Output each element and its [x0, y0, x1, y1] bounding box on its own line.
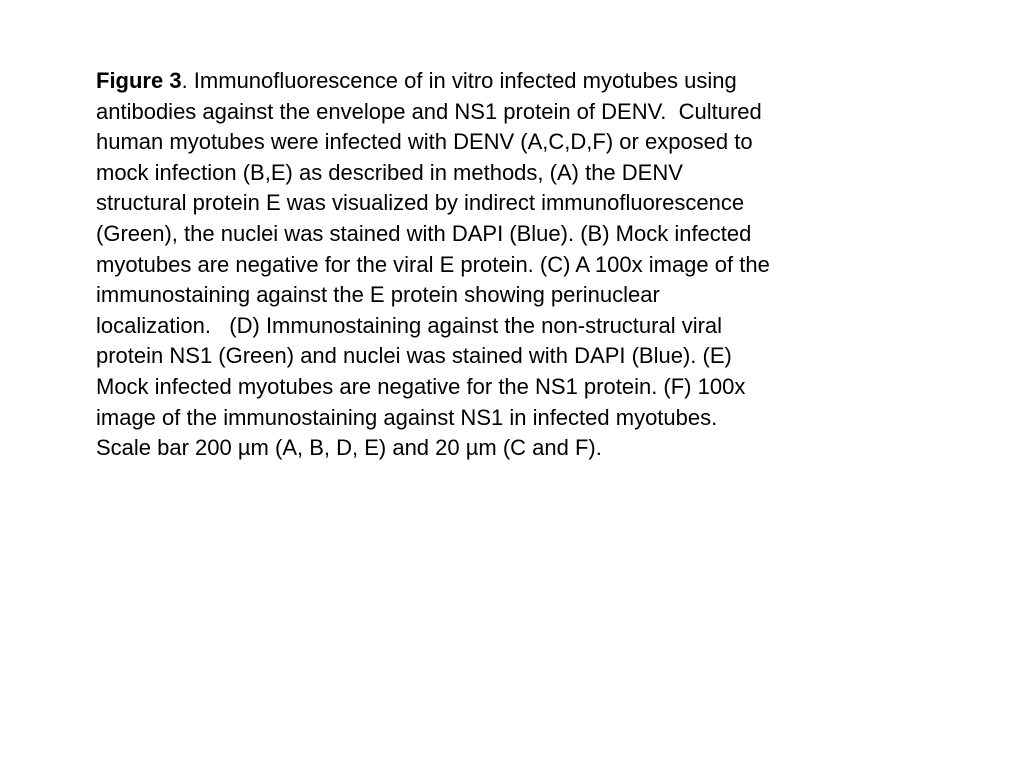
caption-line: myotubes are negative for the viral E protein. (C) A 100x image of the [96, 251, 770, 277]
caption-line: localization. (D) Immunostaining against the non-structural viral [96, 312, 723, 338]
caption-line: (Green), the nuclei was stained with DAPI (Blue). (B) Mock infected [96, 220, 752, 246]
caption-line: human myotubes were infected with DENV (A,C,D,F) or exposed to [96, 129, 753, 155]
caption-line: Scale bar 200 µm (A, B, D, E) and 20 µm (C and F). [96, 435, 602, 461]
caption-line: protein NS1 (Green) and nuclei was stained with DAPI (Blue). (E) [96, 343, 732, 369]
figure-caption [96, 66, 896, 464]
caption-line: antibodies against the envelope and NS1 protein of DENV. Cultured [96, 98, 762, 124]
caption-line: immunostaining against the E protein showing perinuclear [96, 282, 660, 308]
figure-label: Figure 3 [96, 68, 182, 93]
caption-line: mock infection (B,E) as described in methods, (A) the DENV [96, 159, 683, 185]
caption-line: . Immunofluorescence of in vitro infected myotubes using [181, 68, 737, 93]
caption-line: image of the immunostaining against NS1 in infected myotubes. [96, 404, 718, 430]
caption-line: structural protein E was visualized by indirect immunofluorescence [96, 190, 745, 216]
caption-line: Mock infected myotubes are negative for the NS1 protein. (F) 100x [96, 373, 746, 399]
